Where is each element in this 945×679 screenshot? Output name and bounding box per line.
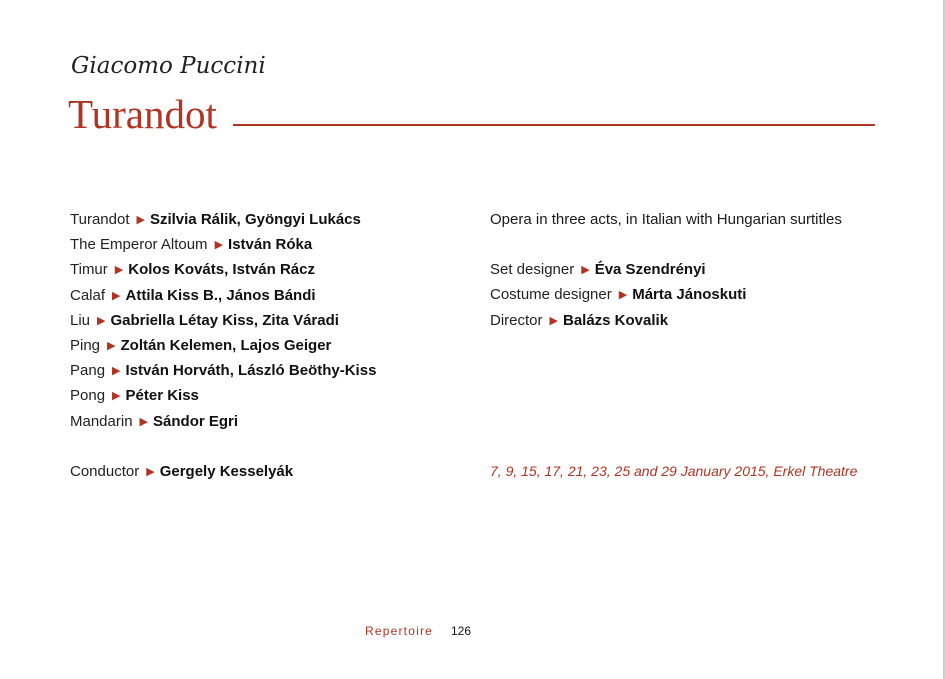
arrow-right-icon: ▶ — [139, 415, 149, 428]
conductor-role: Conductor — [70, 462, 140, 480]
credit-name: Márta Jánoskuti — [632, 286, 747, 304]
composer-name: Giacomo Puccini — [71, 53, 266, 79]
cast-names: István Róka — [228, 236, 313, 254]
cast-list — [70, 207, 470, 484]
cast-role: Ping — [70, 336, 101, 354]
cast-role: Turandot — [70, 211, 130, 228]
cast-row — [70, 232, 470, 257]
cast-names: Gabriella Létay Kiss, Zita Váradi — [110, 311, 339, 329]
arrow-right-icon: ▶ — [214, 239, 224, 252]
cast-row — [70, 308, 470, 333]
arrow-right-icon: ▶ — [97, 314, 106, 327]
cast-names: István Horváth, László Beöthy-Kiss — [125, 362, 377, 380]
cast-names: Zoltán Kelemen, Lajos Geiger — [120, 336, 332, 354]
cast-row — [70, 257, 470, 282]
spacer — [70, 434, 470, 459]
page-number: 126 — [451, 624, 472, 638]
spacer — [490, 232, 920, 257]
arrow-right-icon: ▶ — [112, 365, 121, 378]
credit-row — [490, 282, 920, 307]
credit-role: Costume designer — [490, 286, 612, 304]
production-info — [490, 207, 920, 333]
cast-row — [70, 283, 470, 308]
cast-row — [70, 383, 470, 408]
conductor-row — [70, 459, 470, 484]
credit-role: Set designer — [490, 261, 575, 279]
performance-dates: 7, 9, 15, 17, 21, 23, 25 and 29 January 2015, Erkel Theatre — [490, 463, 858, 479]
cast-role: Pong — [70, 387, 106, 405]
title-underline — [233, 124, 875, 126]
cast-role: Timur — [70, 261, 108, 279]
arrow-right-icon: ▶ — [146, 465, 155, 478]
opera-title: Turandot — [68, 91, 217, 137]
cast-names: Szilvia Rálik, Gyöngyi Lukács — [149, 211, 361, 228]
cast-row — [70, 358, 470, 383]
cast-names: Sándor Egri — [153, 412, 239, 430]
credit-name: Balázs Kovalik — [562, 311, 669, 329]
credit-name: Éva Szendrényi — [594, 261, 706, 279]
arrow-right-icon: ▶ — [112, 289, 121, 302]
arrow-right-icon: ▶ — [112, 390, 121, 403]
arrow-right-icon: ▶ — [549, 314, 558, 327]
arrow-right-icon: ▶ — [581, 264, 590, 277]
cast-role: Mandarin — [70, 412, 133, 430]
cast-role: Pang — [70, 362, 106, 380]
credit-row — [490, 308, 920, 333]
cast-names: Péter Kiss — [125, 387, 199, 405]
cast-role: The Emperor Altoum — [70, 236, 208, 254]
cast-names: Attila Kiss B., János Bándi — [125, 286, 316, 304]
cast-role: Calaf — [70, 286, 106, 304]
arrow-right-icon: ▶ — [618, 289, 628, 302]
arrow-right-icon: ▶ — [107, 339, 116, 352]
footer-section-label: Repertoire — [365, 624, 434, 638]
arrow-right-icon: ▶ — [114, 264, 124, 277]
conductor-name: Gergely Kesselyák — [159, 462, 294, 480]
cast-row — [70, 333, 470, 358]
cast-role: Liu — [70, 311, 91, 329]
arrow-right-icon: ▶ — [136, 214, 145, 226]
cast-row — [70, 409, 470, 434]
credit-row — [490, 257, 920, 282]
cast-row — [70, 207, 470, 232]
credit-role: Director — [490, 311, 543, 329]
opera-description: Opera in three acts, in Italian with Hungarian surtitles — [490, 211, 842, 228]
cast-names: Kolos Kováts, István Rácz — [128, 261, 315, 279]
